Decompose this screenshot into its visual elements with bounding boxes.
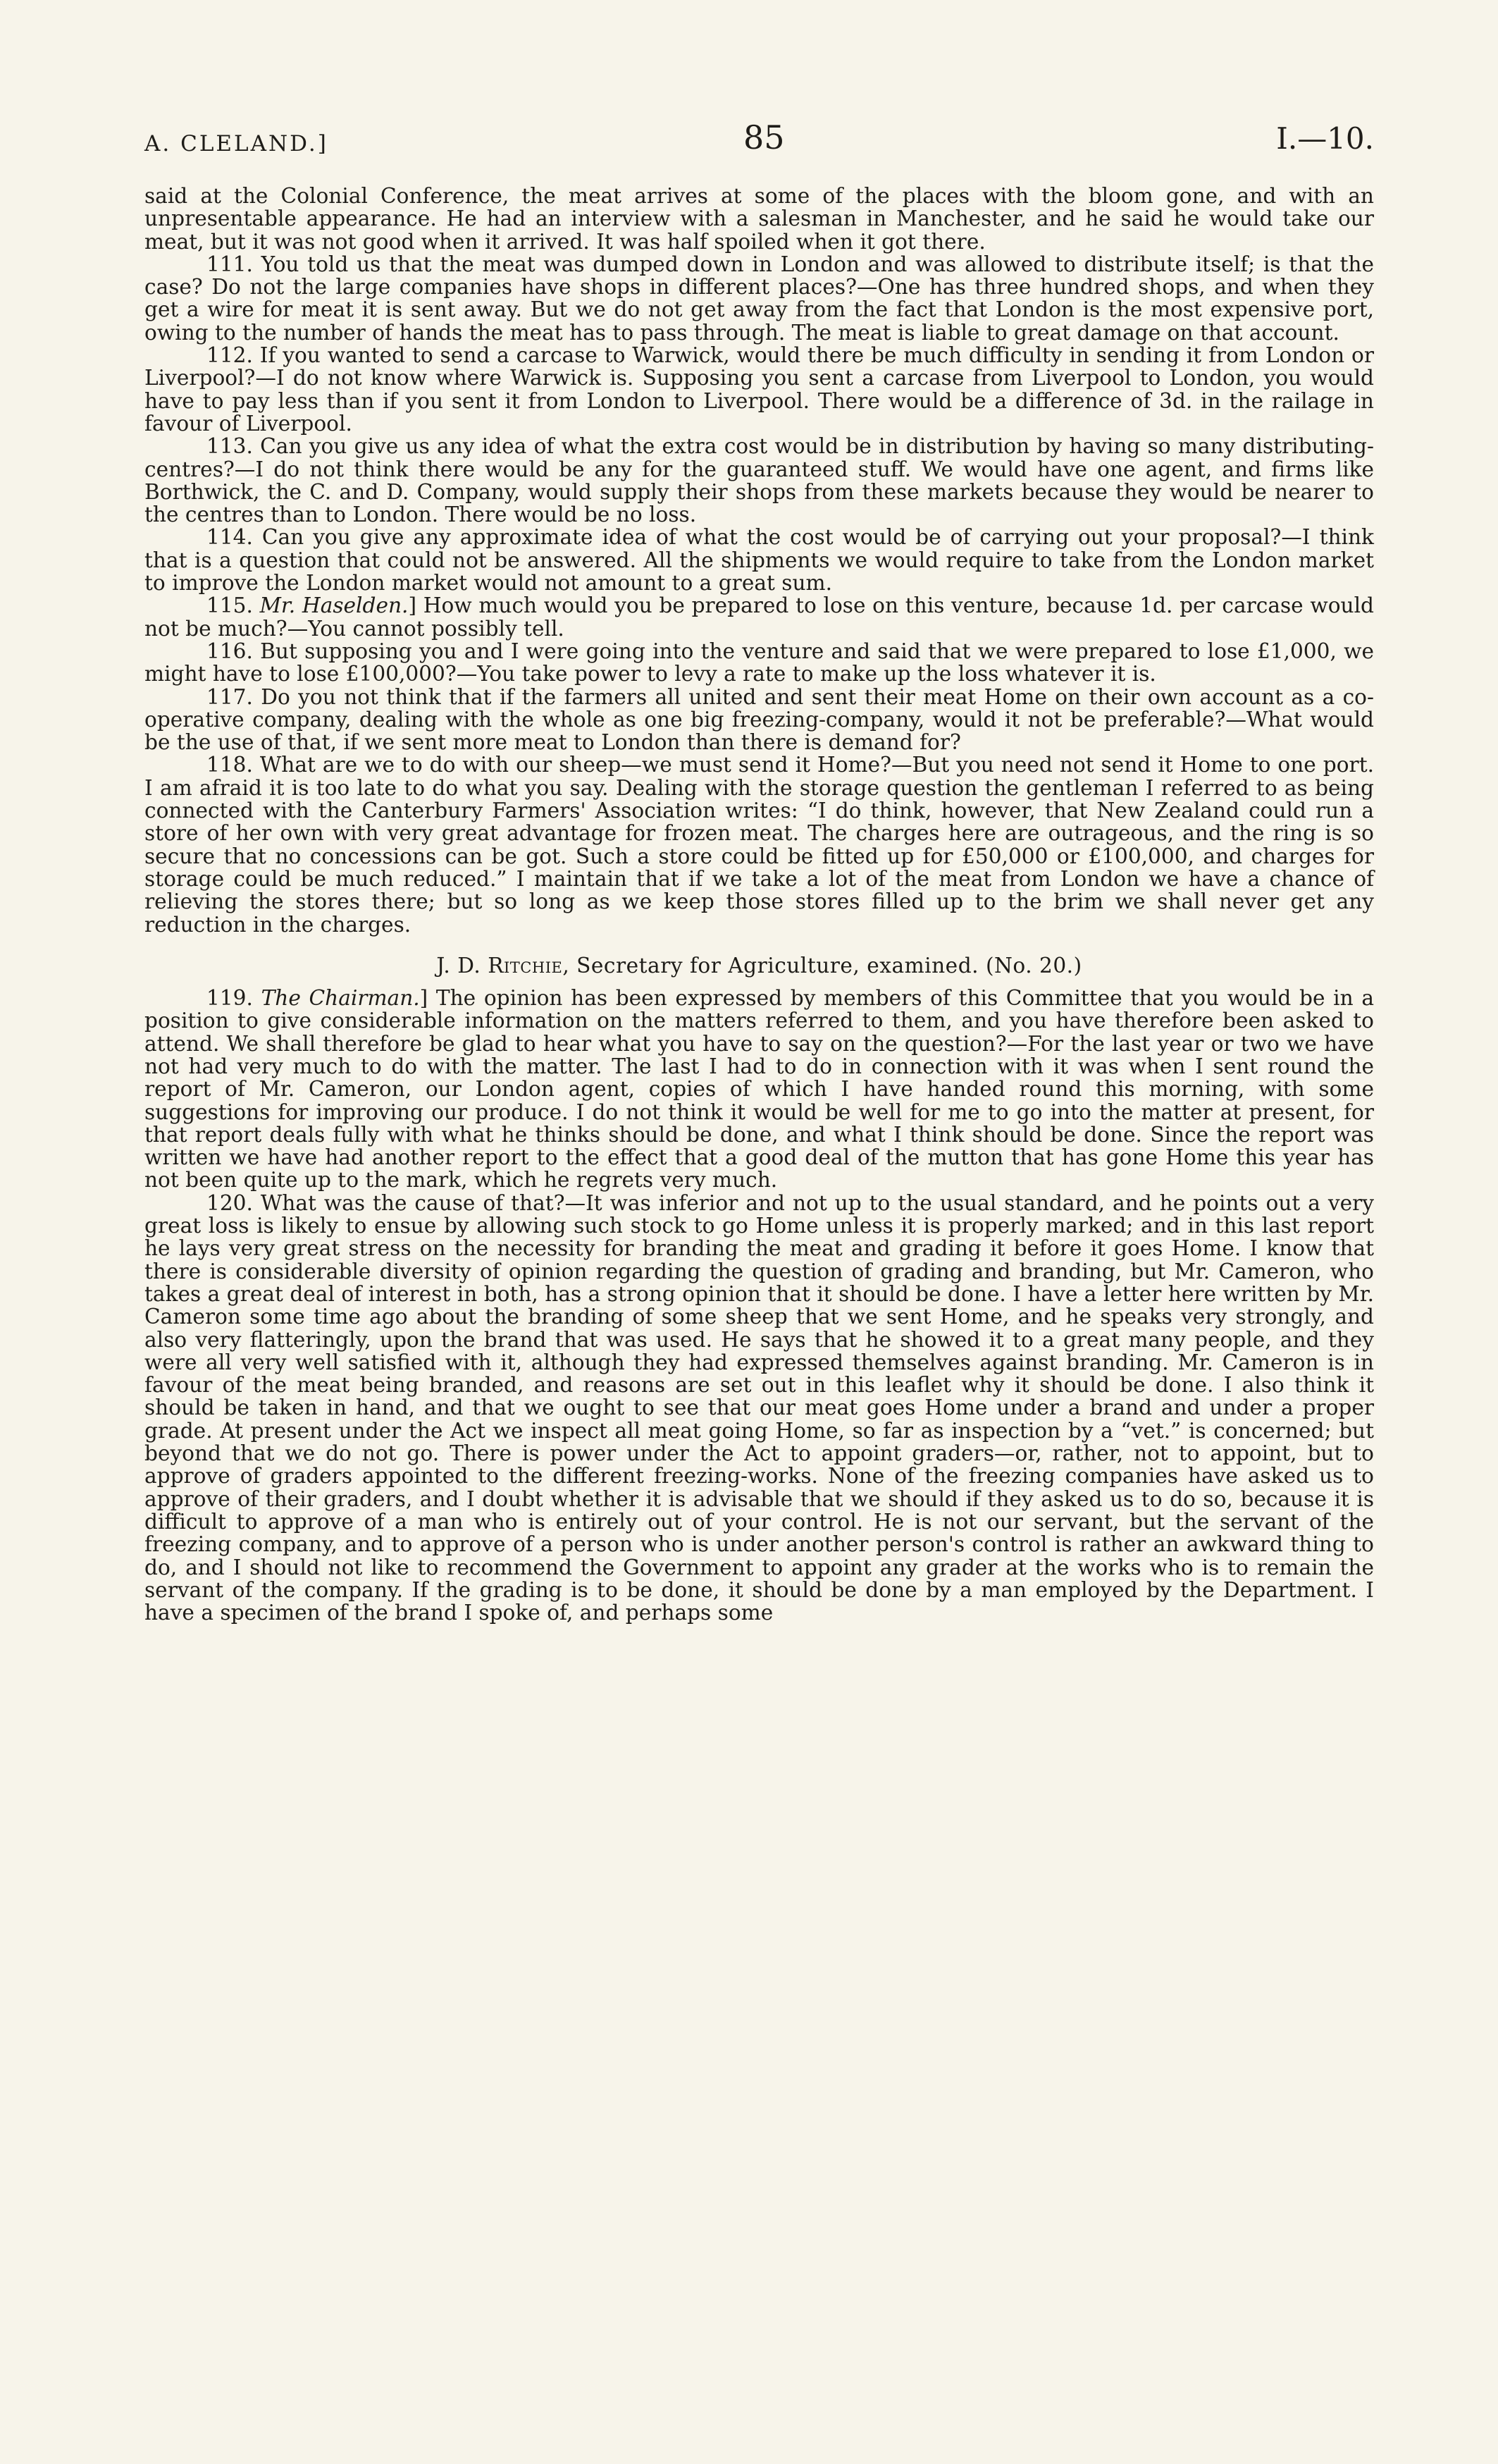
paragraph-q114: 114. Can you give any approximate idea of what the cost would be of carrying out your proposal?—I think that is a question that could not be answered. All the shipments we would require to take from the London market to improve the London market would not amount to a great sum. [144, 525, 1374, 596]
paragraph-q119 [144, 987, 1374, 1192]
speaker-name: The Chairman. [261, 986, 420, 1011]
paragraph-q115 [144, 594, 1374, 640]
page-header [144, 118, 1374, 168]
paragraph-q112: 112. If you wanted to send a carcase to Warwick, would there be much difficulty in sending it from London or Liverpool?—I do not know where Warwick is. Supposing you sent a carcase from Liverpool to London, you would have to pay less than if you sent it from London to Liverpool. There would be a difference of 3d. in the railage in favour of Liverpool. [144, 343, 1374, 436]
header-witness-name: A. CLELAND.] [144, 131, 328, 156]
question-text: ] The opinion has been expressed by members of this Committee that you would be in a position to give considerable information on the matters referred to them, and you have therefore been asked to attend. We shall therefore be glad to hear what you have to say on the question?—For the last year or two we have not had very much to do with the matter. The last I had to do in connection with it was when I sent round the report of Mr. Cameron, our London agent, copies of which I have handed round this morning, with some suggestions for improving our produce. I do not think it would be well for me to go into the matter at present, for that report deals fully with what he thinks should be done, and what I think should be done. Since the report was written we have had another report to the effect that a good deal of the mutton that has gone Home this year has not been quite up to the mark, which he regrets very much. [144, 986, 1374, 1193]
paragraph-q111: 111. You told us that the meat was dumped down in London and was allowed to distribute itself; is that the case? Do not the large companies have shops in different places?—One has three hundred shops, and when they get a wire for meat it is sent away. But we do not get away from the fact that London is the most expensive port, owing to the number of hands the meat has to pass through. The meat is liable to great damage on that account. [144, 252, 1374, 345]
question-text: ] How much would you be prepared to lose on this venture, because 1d. per carcase would not be much?—You cannot possibly tell. [144, 593, 1374, 641]
section-heading [144, 954, 1374, 977]
witness-title: , Secretary for Agriculture, examined. (No. 20.) [562, 953, 1082, 978]
body-text [144, 185, 1374, 1624]
paragraph-q120: 120. What was the cause of that?—It was inferior and not up to the usual standard, and he points out a very great loss is likely to ensue by allowing such stock to go Home unless it is properly marked; and in this last report he lays very great stress on the necessity for branding the meat and grading it before it goes Home. I know that there is considerable diversity of opinion regarding the question of grading and branding, but Mr. Cameron, who takes a great deal of interest in both, has a strong opinion that it should be done. I have a letter here written by Mr. Cameron some time ago about the branding of some sheep that we sent Home, and he speaks very strongly, and also very flatteringly, upon the brand that was used. He says that he showed it to a great many people, and they were all very well satisfied with it, although they had expressed themselves against branding. Mr. Cameron is in favour of the meat being branded, and reasons are set out in this leaflet why it should be done. I also think it should be taken in hand, and that we ought to see that our meat goes Home under a brand and under a proper grade. At present under the Act we inspect all meat going Home, so far as inspection by a “vet.” is concerned; but beyond that we do not go. There is power under the Act to appoint graders—or, rather, not to appoint, but to approve of graders appointed to the different freezing-works. None of the freezing companies have asked us to approve of their graders, and I doubt whether it is advisable that we should if they asked us to do so, because it is difficult to approve of a man who is entirely out of your control. He is not our servant, but the servant of the freezing company, and to approve of a person who is under another person's control is rather an awkward thing to do, and I should not like to recommend the Government to appoint any grader at the works who is to remain the servant of the company. If the grading is to be done, it should be done by a man employed by the Department. I have a specimen of the brand I spoke of, and perhaps some [144, 1190, 1374, 1625]
witness-name: J. D. Ritchie [436, 953, 563, 978]
question-number: 119. [206, 986, 261, 1011]
speaker-name: Mr. Haselden. [259, 593, 409, 618]
paragraph-continuation: said at the Colonial Conference, the meat arrives at some of the places with the bloom gone, and with an unpresentable appearance. He had an interview with a salesman in Manchester, and he said he would take our meat, but it was not good when it arrived. It was half spoiled when it got there. [144, 184, 1374, 254]
paragraph-q117: 117. Do you not think that if the farmers all united and sent their meat Home on their own account as a co-operative company, dealing with the whole as one big freezing-company, would it not be preferable?—What would be the use of that, if we sent more meat to London than there is demand for? [144, 684, 1374, 755]
paragraph-q118: 118. What are we to do with our sheep—we must send it Home?—But you need not send it Home to one port. I am afraid it is too late to do what you say. Dealing with the storage question the gentleman I referred to as being connected with the Canterbury Farmers' Association writes: “I do think, however, that New Zealand could run a store of her own with very great advantage for frozen meat. The charges here are outrageous, and the ring is so secure that no concessions can be got. Such a store could be fitted up for £50,000 or £100,000, and charges for storage could be much reduced.” I maintain that if we take a lot of the meat from London we have a chance of relieving the stores there; but so long as we keep those stores filled up to the brim we shall never get any reduction in the charges. [144, 753, 1374, 937]
page-number: 85 [743, 118, 785, 156]
question-number: 115. [206, 593, 260, 618]
paragraph-q113: 113. Can you give us any idea of what the extra cost would be in distribution by having so many distributing-centres?—I do not think there would be any for the guaranteed stuff. We would have one agent, and firms like Borthwick, the C. and D. Company, would supply their shops from these markets because they would be nearer to the centres than to London. There would be no loss. [144, 434, 1374, 527]
document-reference: I.—10. [1276, 121, 1374, 156]
paragraph-q116: 116. But supposing you and I were going into the venture and said that we were prepared to lose £1,000, we might have to lose £100,000?—You take power to levy a rate to make up the loss whatever it is. [144, 639, 1374, 686]
